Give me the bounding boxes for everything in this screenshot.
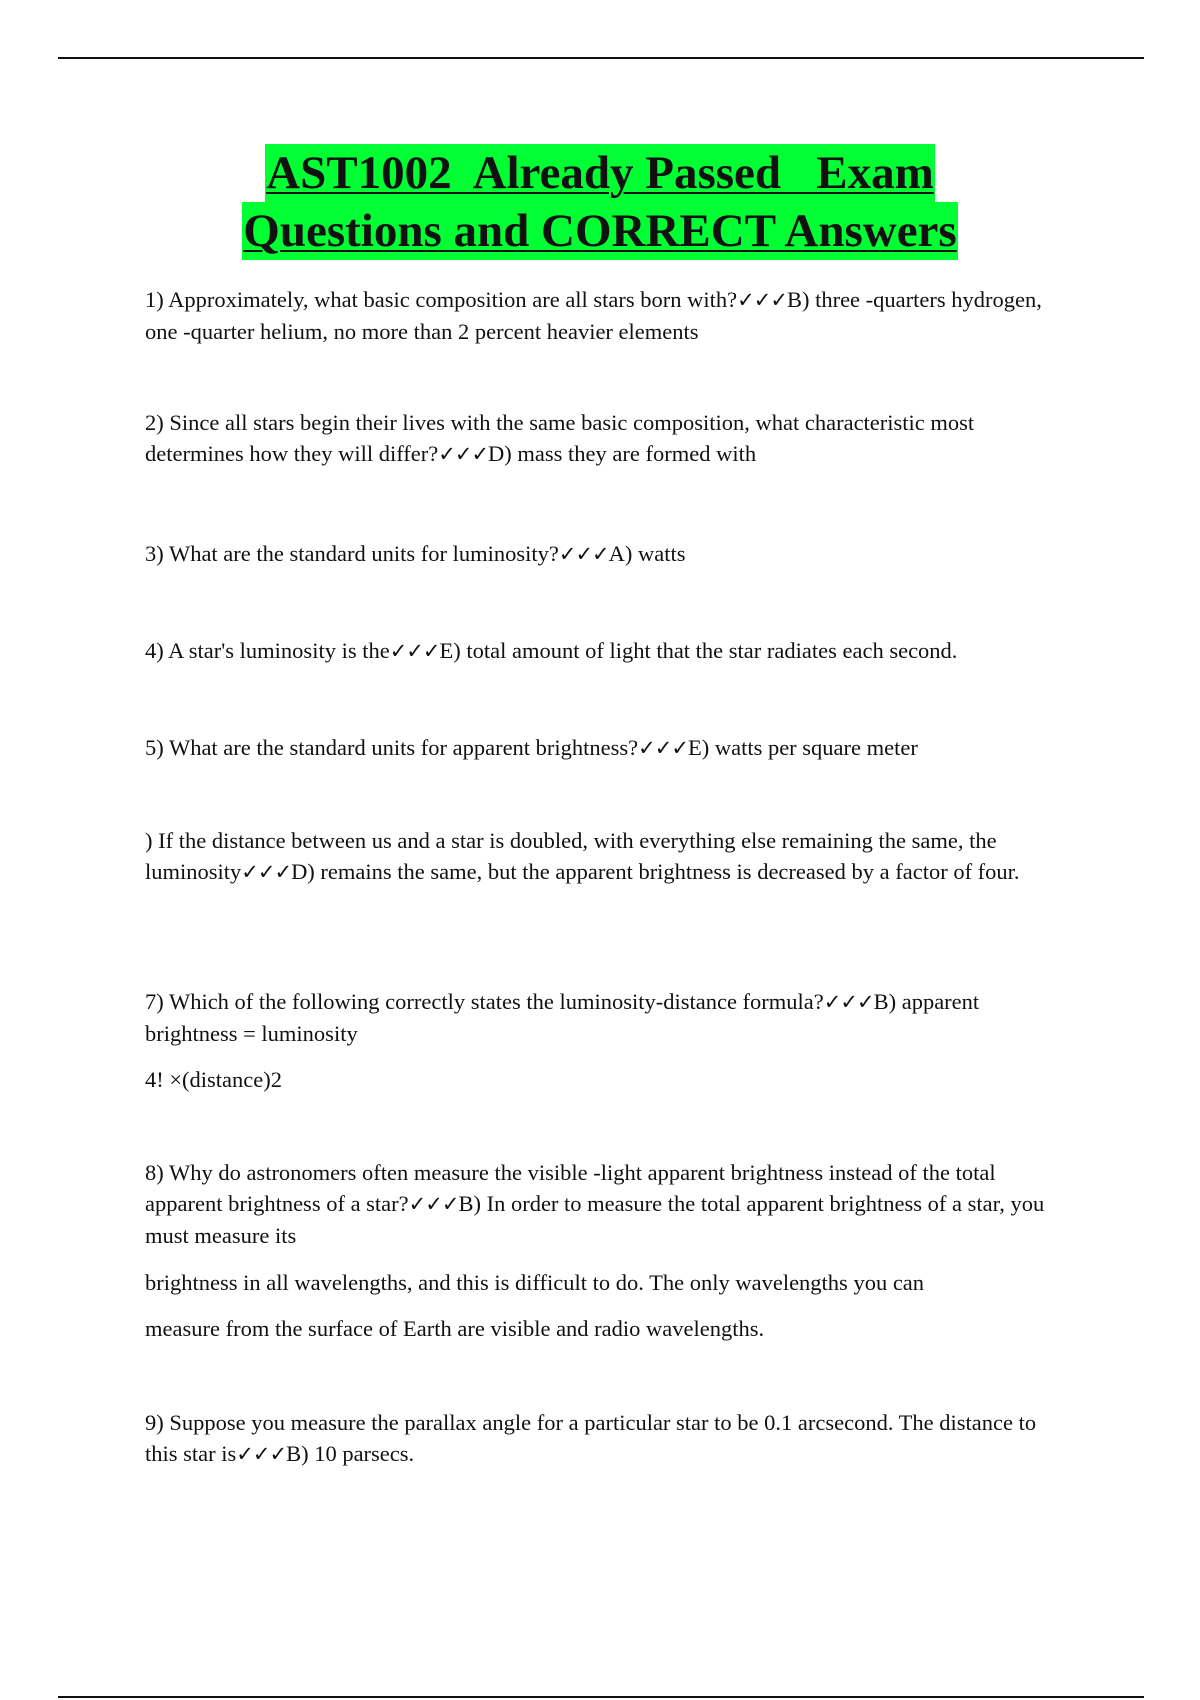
check-marks: ✓✓✓ [241, 860, 292, 884]
formula-line: 4! ×(distance)2 [145, 1067, 283, 1092]
check-marks: ✓✓✓ [558, 542, 609, 566]
check-marks: ✓✓✓ [389, 639, 440, 663]
q8-continuation-1: brightness in all wavelengths, and this is difficult to do. The only wavelengths you can [145, 1270, 925, 1295]
question-text: 8) Why do astronomers often measure the visible -light apparent brightness instead of the total apparent brightness of a star? [145, 1160, 996, 1216]
qa-item-5 [145, 732, 1065, 764]
answer-text: B) apparent brightness = luminosity [145, 989, 980, 1046]
check-marks: ✓✓✓ [438, 442, 489, 466]
q8-continuation-2: measure from the surface of Earth are visible and radio wavelengths. [145, 1316, 765, 1341]
answer-text: B) three -quarters hydrogen, one -quarter helium, no more than 2 percent heavier elements [145, 287, 1042, 344]
answer-text: B) 10 parsecs. [286, 1441, 415, 1466]
question-text: 3) What are the standard units for luminosity? [145, 541, 559, 566]
check-marks: ✓✓✓ [737, 288, 787, 312]
qa-item-4 [145, 635, 1065, 667]
check-marks: ✓✓✓ [638, 736, 688, 760]
question-text: ) If the distance between us and a star is doubled, with everything else remaining the same, the luminosity [145, 828, 997, 884]
answer-text: E) watts per square meter [687, 735, 918, 760]
title-line-2: Questions and CORRECT Answers [242, 202, 957, 260]
title-line-1: AST1002 Already Passed Exam [265, 144, 935, 202]
qa-item-2 [145, 407, 1065, 470]
check-marks: ✓✓✓ [408, 1192, 459, 1216]
question-text: 4) A star's luminosity is the [145, 638, 390, 663]
question-text: 2) Since all stars begin their lives with the same basic composition, what characteristic most determines how they will differ? [145, 410, 975, 466]
question-text: 1) Approximately, what basic composition are all stars born with? [145, 287, 738, 312]
bottom-rule [58, 1696, 1144, 1698]
qa-item-8 [145, 1157, 1065, 1251]
qa-item-3 [145, 538, 1065, 570]
question-text: 9) Suppose you measure the parallax angle for a particular star to be 0.1 arcsecond. The distance to this star is [145, 1410, 1037, 1466]
question-text: 7) Which of the following correctly states the luminosity-distance formula? [145, 989, 824, 1014]
qa-item-1 [145, 284, 1065, 347]
top-rule [58, 57, 1144, 59]
answer-text: D) remains the same, but the apparent brightness is decreased by a factor of four. [291, 859, 1020, 884]
document-title [0, 144, 1200, 260]
qa-item-7 [145, 986, 1065, 1049]
qa-item-9 [145, 1407, 1065, 1470]
qa-item-6 [145, 825, 1065, 888]
check-marks: ✓✓✓ [823, 990, 874, 1014]
answer-text: D) mass they are formed with [488, 441, 757, 466]
check-marks: ✓✓✓ [236, 1442, 287, 1466]
answer-text: A) watts [608, 541, 686, 566]
question-text: 5) What are the standard units for apparent brightness? [145, 735, 639, 760]
answer-text: B) In order to measure the total apparent brightness of a star, you must measure its [145, 1191, 1045, 1248]
answer-text: E) total amount of light that the star radiates each second. [439, 638, 958, 663]
